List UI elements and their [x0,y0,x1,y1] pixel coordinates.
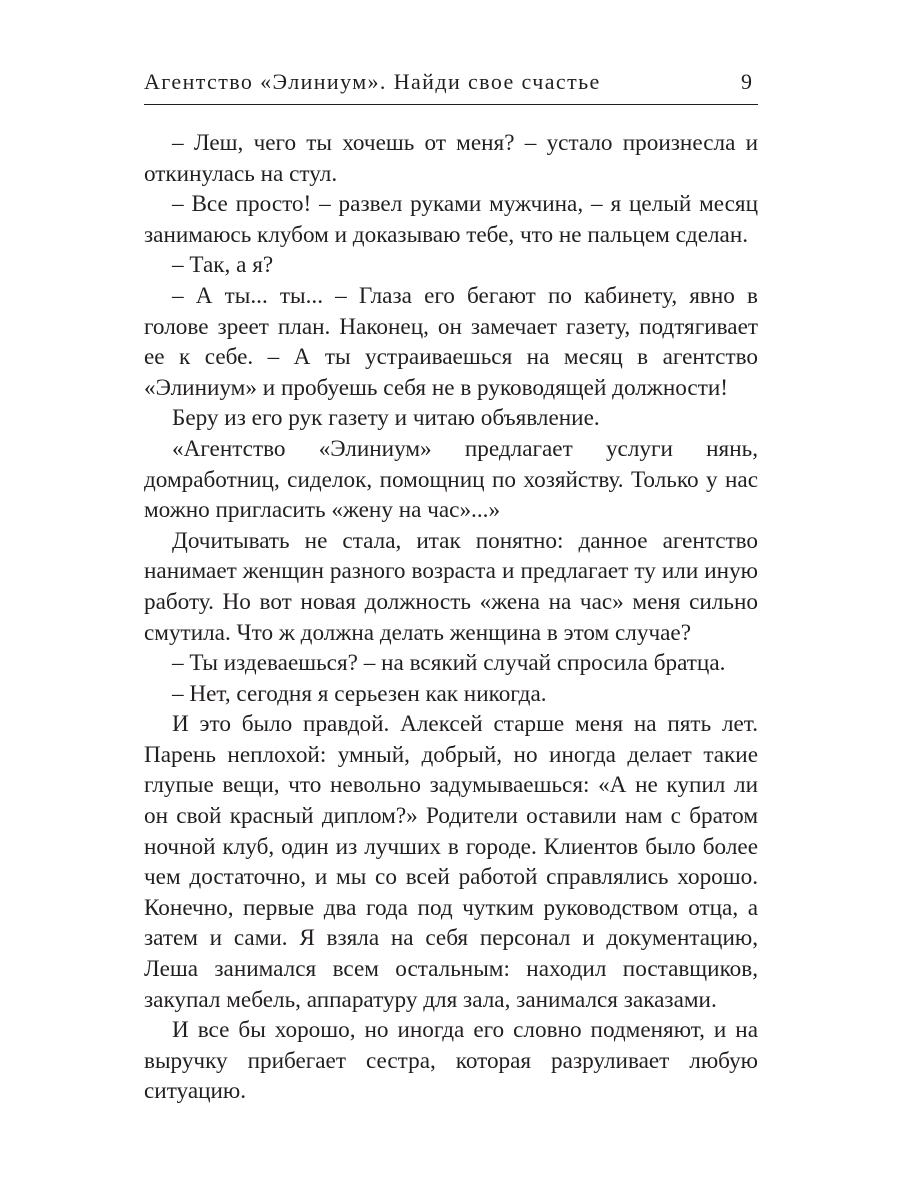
paragraph: И это было правдой. Алексей старше меня на пять лет. Парень неплохой: умный, добрый, но иногда делает такие глупые вещи, что невольно задумываешься: «А не купил ли он свой красный диплом?» Родители оставили нам с братом ночной клуб, один из лучших в городе. Клиентов было более чем достаточно, и мы со всей работой справлялись хорошо. Конечно, первые два года под чутким руководством отца, а затем и сами. Я взяла на себя персонал и документацию, Леша занимался всем остальным: находил поставщиков, закупал мебель, аппаратуру для зала, занимался заказами. [144,711,758,1013]
paragraph: – Ты издеваешься? – на всякий случай спросила братца. [172,650,726,677]
paragraph: – А ты... ты... – Глаза его бегают по кабинету, явно в голове зреет план. Наконец, он замечает газету, подтягивает ее к себе. – А ты устраиваешься на месяц в агентство «Элиниум» и пробуешь себя не в руководящей должности! [144,282,758,401]
paragraph: – Так, а я? [172,252,274,279]
paragraph: «Агентство «Элиниум» предлагает услуги нянь, домработниц, сиделок, помощниц по хозяйству. Только у нас можно пригласить «жену на час»...» [144,435,758,524]
body-text [144,128,758,1107]
paragraph: – Нет, сегодня я серьезен как никогда. [172,680,547,707]
page-number: 9 [741,69,752,94]
paragraph: – Леш, чего ты хочешь от меня? – устало произнесла и откинулась на стул. [144,130,758,187]
paragraph: Дочитывать не стала, итак понятно: данное агентство нанимает женщин разного возраста и предлагает ту или иную работу. Но вот новая должность «жена на час» меня сильно смутила. Что ж должна делать женщина в этом случае? [144,527,758,646]
paragraph: Беру из его рук газету и читаю объявление. [172,405,600,432]
paragraph: И все бы хорошо, но иногда его словно подменяют, и на выручку прибегает сестра, которая разруливает любую ситуацию. [144,1017,758,1105]
running-header [144,64,758,105]
paragraph: – Все просто! – развел руками мужчина, – я целый месяц занимаюсь клубом и доказываю тебе, что не пальцем сделан. [144,191,758,248]
running-title: Агентство «Элиниум». Найди свое счастье [144,69,601,94]
